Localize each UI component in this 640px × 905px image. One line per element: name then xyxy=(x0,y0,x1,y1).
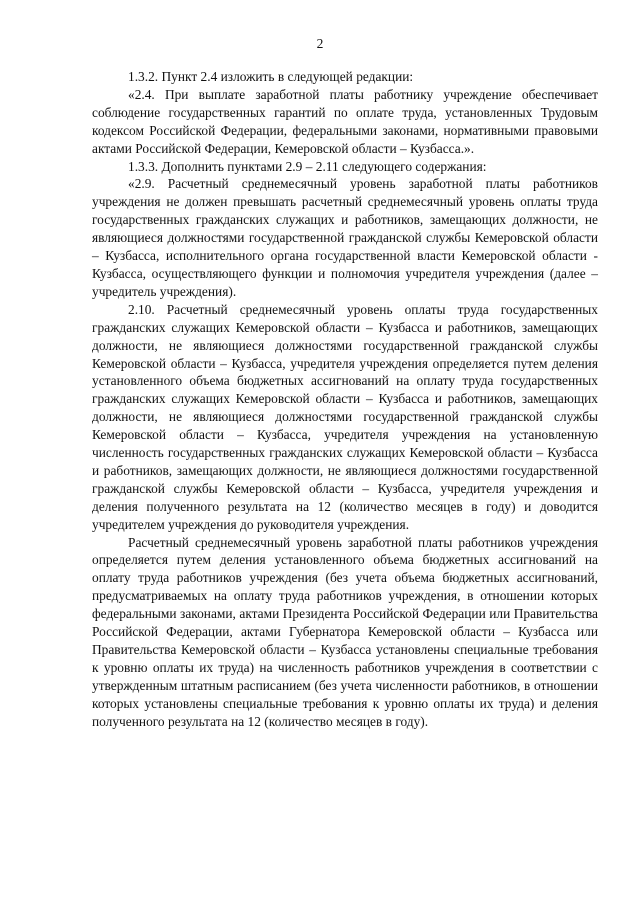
paragraph-2-4: «2.4. При выплате заработной платы работнику учреждение обеспечивает соблюдение государственных гарантий по оплате труда, установленных Трудовым кодексом Российской Федерации, федеральными законами, нормативными правовыми актами Российской Федерации, Кемеровской области – Кузбасса.». xyxy=(92,86,598,156)
page-number: 2 xyxy=(316,36,324,51)
document-body xyxy=(92,68,598,731)
paragraph-2-10: 2.10. Расчетный среднемесячный уровень оплаты труда государственных гражданских служащих Кемеровской области – Кузбасса и работников, замещающих должности, не являющиеся должностями государственной гражданской службы Кемеровской области – Кузбасса, учредителя учреждения определяется путем деления установленного объема бюджетных ассигнований на оплату труда государственных гражданских служащих Кемеровской области – Кузбасса и работников, замещающих должности, не являющиеся должностями государственной гражданской службы Кемеровской области – Кузбасса, учредителя учреждения на установленную численность государственных гражданских служащих Кемеровской области – Кузбасса и работников, замещающих должности, не являющиеся должностями государственной гражданской службы Кемеровской области – Кузбасса, учредителя учреждения и деления полученного результата на 12 (количество месяцев в году) и доводится учредителем учреждения до руководителя учреждения. xyxy=(92,301,598,532)
paragraph-2-9: «2.9. Расчетный среднемесячный уровень заработной платы работников учреждения не должен превышать расчетный среднемесячный уровень оплаты труда государственных гражданских служащих и работников, замещающих должности, не являющиеся должностями государственной гражданской службы Кемеровской области – Кузбасса, исполнительного органа государственной власти Кемеровской области - Кузбасса, осуществляющего функции и полномочия учредителя учреждения (далее – учредитель учреждения). xyxy=(92,176,598,299)
paragraph-1-3-2: 1.3.2. Пункт 2.4 изложить в следующей редакции: xyxy=(128,69,414,84)
paragraph-calculation: Расчетный среднемесячный уровень заработной платы работников учреждения определяется путем деления установленного объема бюджетных ассигнований на оплату труда работников учреждения (без учета объема бюджетных ассигнований, предусматриваемых на оплату труда работников учреждения, в отношении которых федеральными законами, актами Президента Российской Федерации или Правительства Российской Федерации, актами Губернатора Кемеровской области – Кузбасса или Правительства Кемеровской области – Кузбасса установлены специальные требования к уровню оплаты их труда) на численность работников учреждения в соответствии с утвержденным штатным расписанием (без учета численности работников, в отношении которых установлены специальные требования к уровню оплаты их труда) и деления полученного результата на 12 (количество месяцев в году). xyxy=(92,534,598,729)
paragraph-1-3-3: 1.3.3. Дополнить пунктами 2.9 – 2.11 следующего содержания: xyxy=(128,158,487,174)
